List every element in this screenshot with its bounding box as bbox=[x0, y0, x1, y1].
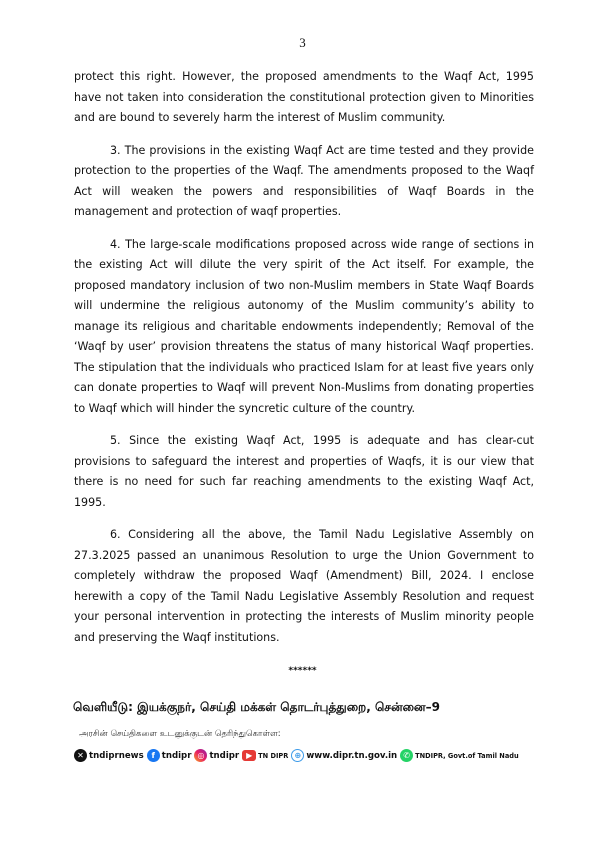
website-label: www.dipr.tn.gov.in bbox=[306, 750, 398, 761]
end-marker: ****** bbox=[288, 666, 317, 676]
globe-icon: ⊕ bbox=[291, 749, 304, 762]
footer-publisher: வெளியீடு: இயக்குநர், செய்தி மக்கள் தொடர்புத்துறை, சென்னை–9 bbox=[73, 700, 440, 714]
youtube-icon: ▶ bbox=[242, 750, 256, 761]
footer-subtitle: அரசின் செய்திகளை உடனுக்குடன் தெரிந்துகொள்ள: bbox=[79, 729, 281, 739]
paragraph-6: 6. Considering all the above, the Tamil Nadu Legislative Assembly on 27.3.2025 passed an unanimous Resolution to urge the Union Government to completely withdraw the proposed Waqf (Amendment) Bill, 2024. I enclose herewith a copy of the Tamil Nadu Legislative Assembly Resolution and request your personal intervention in protecting the interests of Muslim minority people and preserving the Waqf institutions. bbox=[74, 528, 534, 644]
social-links-bar bbox=[74, 749, 522, 762]
paragraph-continuation: protect this right. However, the proposed amendments to the Waqf Act, 1995 have not taken into consideration the constitutional protection given to Minorities and are bound to severely harm the interest of Muslim community. bbox=[74, 70, 534, 124]
website-link[interactable] bbox=[291, 749, 397, 762]
social-whatsapp-label: TNDIPR, Govt.of Tamil Nadu bbox=[415, 751, 519, 760]
social-youtube-label: TN DIPR bbox=[258, 751, 289, 760]
x-icon: ✕ bbox=[74, 749, 87, 762]
paragraph-4: 4. The large-scale modifications proposed across wide range of sections in the existing Act will dilute the very spirit of the Act itself. For example, the proposed mandatory inclusion of two non-Muslim members in State Waqf Boards will undermine the religious autonomy of the Muslim community’s ability to manage its religious and charitable endowments independently; Removal of the ‘Waqf by user’ provision threatens the status of many historical Waqf properties. The stipulation that the individuals who practiced Islam for at least five years only can donate properties to Waqf will prevent Non-Muslims from donating properties to Waqf which will hinder the syncretic culture of the country. bbox=[74, 237, 534, 415]
paragraph-3: 3. The provisions in the existing Waqf Act are time tested and they provide protection to the properties of the Waqf. The amendments proposed to the Waqf Act will weaken the powers and responsibilities of Waqf Boards in the management and protection of waqf properties. bbox=[74, 143, 534, 218]
social-x-label: tndiprnews bbox=[89, 750, 144, 761]
social-facebook-label: tndipr bbox=[161, 750, 192, 761]
instagram-icon: ◎ bbox=[194, 749, 207, 762]
social-youtube-link[interactable] bbox=[242, 750, 288, 761]
paragraph-5: 5. Since the existing Waqf Act, 1995 is adequate and has clear-cut provisions to safeguard the interest and properties of Waqfs, it is our view that there is no need for such far reaching amendments to the existing Waqf Act, 1995. bbox=[74, 434, 534, 509]
social-whatsapp-link[interactable] bbox=[400, 749, 519, 762]
social-facebook-link[interactable] bbox=[147, 749, 192, 762]
facebook-icon: f bbox=[147, 749, 160, 762]
page-number: 3 bbox=[299, 35, 306, 50]
whatsapp-icon: ✆ bbox=[400, 749, 413, 762]
letter-body bbox=[74, 67, 534, 660]
social-x-link[interactable] bbox=[74, 749, 144, 762]
social-instagram-link[interactable] bbox=[194, 749, 239, 762]
social-instagram-label: tndipr bbox=[209, 750, 240, 761]
